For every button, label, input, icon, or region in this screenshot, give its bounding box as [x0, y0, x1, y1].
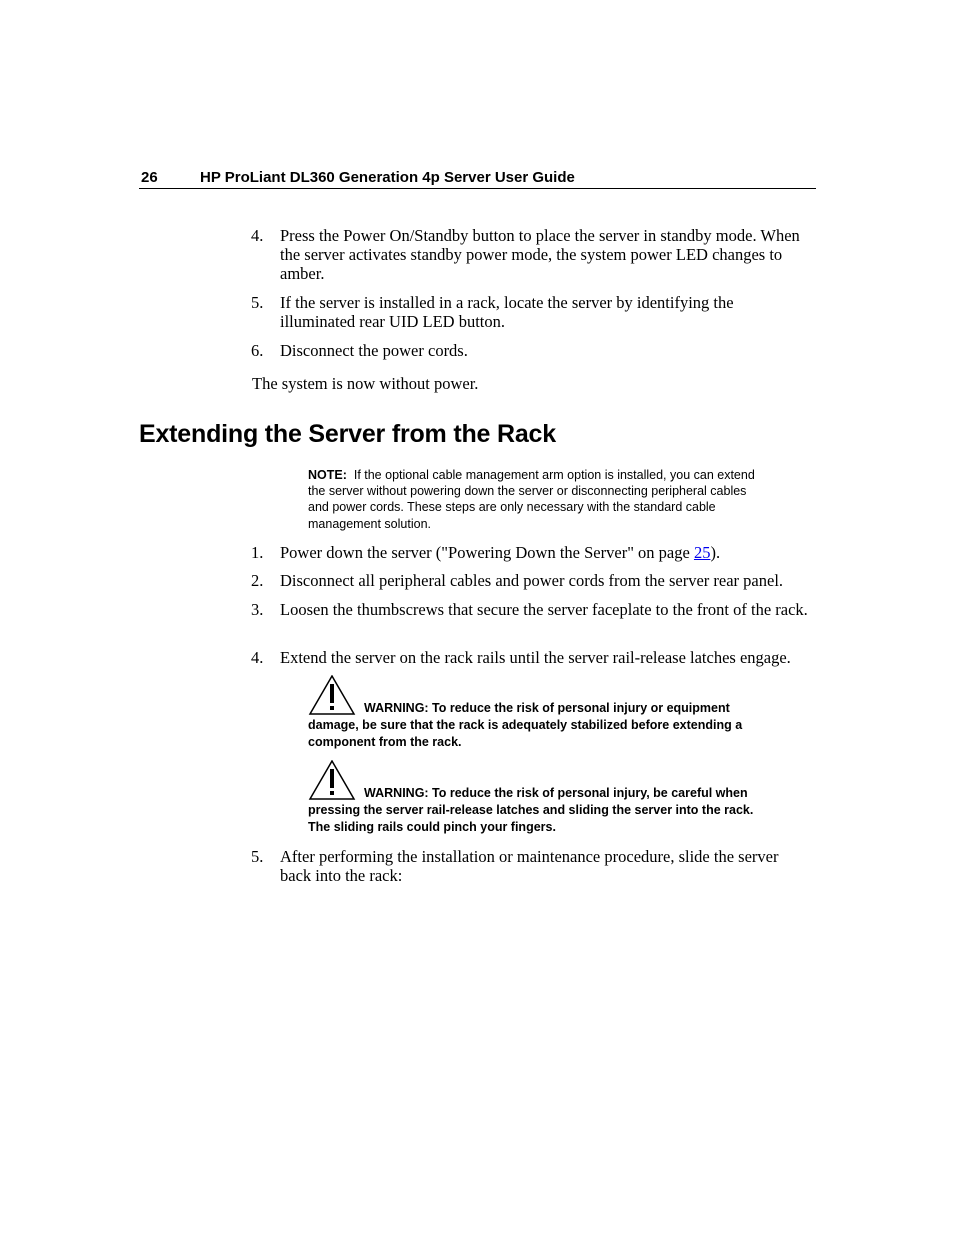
page-link[interactable]: 25 [693, 543, 711, 562]
note-label: NOTE: [308, 468, 347, 482]
step-text: If the server is installed in a rack, locate the server by identifying the illuminated rear UID LED button. [280, 293, 734, 331]
step-number: 5. [251, 293, 264, 312]
note-text: If the optional cable management arm option is installed, you can extend the server without powering down the server or disconnecting peripheral cables and power cords. These steps are only necessary with the standard cable management solution. [308, 468, 755, 531]
warning-text: WARNING: To reduce the risk of personal injury, be careful when pressing the server rail-release latches and sliding the server into the rack. The sliding rails could pinch your fingers. [308, 786, 754, 834]
step-text: Disconnect all peripheral cables and power cords from the server rear panel. [280, 571, 784, 590]
step-number: 2. [251, 571, 264, 590]
step-number: 3. [251, 600, 264, 619]
step-number: 4. [251, 648, 264, 667]
step-text: Extend the server on the rack rails until the server rail-release latches engage. [280, 648, 791, 667]
step-text-part: ). [710, 543, 721, 562]
warning-text: WARNING: To reduce the risk of personal injury or equipment damage, be sure that the rack is adequately stabilized before extending a component from the rack. [308, 701, 743, 749]
step-number: 5. [251, 847, 264, 866]
step-text: After performing the installation or maintenance procedure, slide the server back into the rack: [280, 847, 779, 885]
header-title: HP ProLiant DL360 Generation 4p Server User Guide [200, 169, 575, 186]
conclusion-text: The system is now without power. [252, 374, 479, 393]
step-text: Disconnect the power cords. [280, 341, 468, 360]
step-text [280, 543, 818, 562]
step-number: 4. [251, 226, 264, 245]
page-header [139, 168, 816, 189]
note-box [308, 467, 768, 532]
section-heading: Extending the Server from the Rack [139, 420, 556, 448]
step-text: Press the Power On/Standby button to place the server in standby mode. When the server activates standby power mode, the system power LED changes to amber. [280, 226, 800, 283]
step-text-part: Power down the server ("Powering Down the Server" on page [280, 543, 694, 562]
step-number: 1. [251, 543, 264, 562]
step-text: Loosen the thumbscrews that secure the server faceplate to the front of the rack. [280, 600, 808, 619]
page-number: 26 [141, 169, 158, 186]
step-number: 6. [251, 341, 264, 360]
